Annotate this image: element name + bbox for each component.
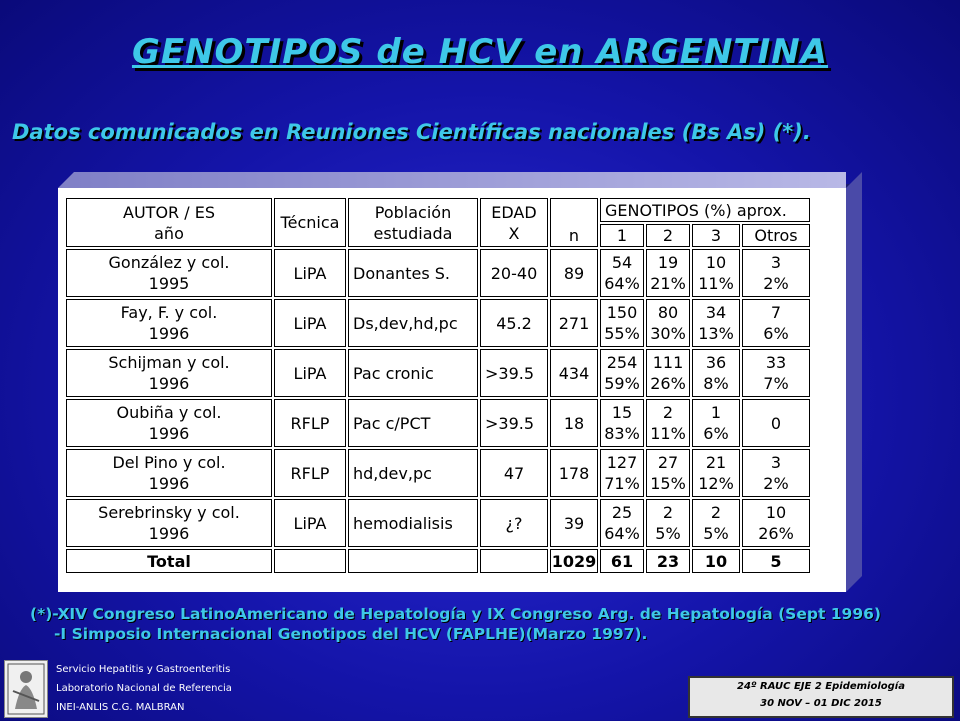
g2-pct: 21% [650,274,686,293]
otros-pct: 6% [763,324,789,343]
cell-tecnica: RFLP [274,449,346,497]
otros-count: 33 [765,353,787,372]
g2-count: 2 [662,503,674,522]
cell-edad: ¿? [480,499,548,547]
cell-autor [66,249,272,297]
cell-poblacion: Donantes S. [348,249,478,297]
footnote-line-1: (*)-XIV Congreso LatinoAmericano de Hepatología y IX Congreso Arg. de Hepatología (Sept 1996) [30,605,881,623]
g3-pct: 5% [703,524,729,543]
table-row [66,499,810,547]
event-badge-line-1: 24º RAUC EJE 2 Epidemiología [737,681,905,692]
cell-edad: >39.5 [480,349,548,397]
g2-pct: 26% [650,374,686,393]
footnote [30,604,950,644]
g1-pct: 64% [604,274,640,293]
header-edad [480,198,548,247]
g1-count: 54 [611,253,633,272]
cell-g3 [692,249,740,297]
total-g2: 23 [646,549,690,573]
cell-edad: 47 [480,449,548,497]
cell-g1 [600,399,644,447]
g1-pct: 71% [604,474,640,493]
cell-g1 [600,249,644,297]
event-badge [688,676,954,718]
cell-edad: >39.5 [480,399,548,447]
header-row [66,198,810,222]
cell-otros [742,349,810,397]
autor-year: 1996 [148,424,190,443]
cell-g1 [600,499,644,547]
g3-count: 2 [710,503,722,522]
cell-g3 [692,299,740,347]
cell-poblacion: Pac cronic [348,349,478,397]
g1-pct: 55% [604,324,640,343]
total-g1: 61 [600,549,644,573]
g2-count: 27 [657,453,679,472]
g3-pct: 8% [703,374,729,393]
g3-pct: 13% [698,324,734,343]
total-g3: 10 [692,549,740,573]
cell-g2 [646,249,690,297]
cell-g3 [692,349,740,397]
cell-n: 39 [550,499,598,547]
g3-count: 1 [710,403,722,422]
cell-n: 178 [550,449,598,497]
cell-n: 89 [550,249,598,297]
slide-title: GENOTIPOS de HCV en ARGENTINA [131,32,829,72]
otros-count: 3 [770,453,782,472]
otros-pct: 2% [763,474,789,493]
cell-g2 [646,499,690,547]
cell-n: 18 [550,399,598,447]
g1-pct: 64% [604,524,640,543]
autor-name: Del Pino y col. [112,453,226,472]
header-autor-line2: año [154,223,184,243]
cell-poblacion: Pac c/PCT [348,399,478,447]
g2-count: 2 [662,403,674,422]
g1-pct: 59% [604,374,640,393]
header-autor-line1: AUTOR / ES [123,202,215,222]
cell-g3 [692,499,740,547]
header-poblacion-line1: Población [374,202,452,222]
cell-n: 271 [550,299,598,347]
cell-g2 [646,399,690,447]
otros-pct: 2% [763,274,789,293]
g2-pct: 30% [650,324,686,343]
g2-count: 19 [657,253,679,272]
autor-name: González y col. [108,253,230,272]
g2-pct: 15% [650,474,686,493]
g1-count: 254 [606,353,638,372]
cell-otros [742,499,810,547]
cell-autor [66,299,272,347]
institution-logo-icon [4,660,48,718]
cell-poblacion: Ds,dev,hd,pc [348,299,478,347]
cell-tecnica: LiPA [274,299,346,347]
cell-poblacion: hemodialisis [348,499,478,547]
cell-autor [66,499,272,547]
header-gen-2: 2 [646,224,690,247]
table-card [58,188,846,592]
table-row [66,449,810,497]
cell-edad: 20-40 [480,249,548,297]
table-row [66,299,810,347]
cell-g2 [646,349,690,397]
cell-autor [66,399,272,447]
g3-count: 36 [705,353,727,372]
event-badge-line-2: 30 NOV – 01 DIC 2015 [760,698,882,709]
institution-line-1: Servicio Hepatitis y Gastroenteritis [56,664,231,675]
g2-count: 111 [652,353,684,372]
autor-name: Fay, F. y col. [120,303,218,322]
footnote-line-2: -I Simposio Internacional Genotipos del HCV (FAPLHE)(Marzo 1997). [54,625,648,643]
total-n: 1029 [550,549,598,573]
g3-pct: 12% [698,474,734,493]
header-gen-otros: Otros [742,224,810,247]
cell-autor [66,349,272,397]
g3-pct: 6% [703,424,729,443]
cell-tecnica: LiPA [274,249,346,297]
autor-name: Serebrinsky y col. [98,503,240,522]
cell-g1 [600,349,644,397]
g2-pct: 11% [650,424,686,443]
g1-pct: 83% [604,424,640,443]
g1-count: 25 [611,503,633,522]
cell-g3 [692,449,740,497]
autor-year: 1995 [148,274,190,293]
header-autor [66,198,272,247]
autor-year: 1996 [148,374,190,393]
autor-year: 1996 [148,324,190,343]
total-empty-edad [480,549,548,573]
otros-count: 7 [770,303,782,322]
cell-g2 [646,299,690,347]
genotype-table [64,196,812,575]
header-gen-1: 1 [600,224,644,247]
cell-tecnica: RFLP [274,399,346,447]
total-empty-poblacion [348,549,478,573]
cell-autor [66,449,272,497]
otros-count: 3 [770,253,782,272]
total-empty-tecnica [274,549,346,573]
institution-info [56,660,232,717]
g2-pct: 5% [655,524,681,543]
g3-count: 21 [705,453,727,472]
autor-name: Oubiña y col. [116,403,222,422]
g3-pct: 11% [698,274,734,293]
header-poblacion [348,198,478,247]
otros-pct: 7% [763,374,789,393]
cell-otros [742,249,810,297]
table-row [66,399,810,447]
cell-otros [742,299,810,347]
cell-otros [742,449,810,497]
autor-year: 1996 [148,524,190,543]
total-row [66,549,810,573]
header-gen-3: 3 [692,224,740,247]
cell-g1 [600,299,644,347]
header-genotipos: GENOTIPOS (%) aprox. [600,198,810,222]
table-row [66,249,810,297]
header-poblacion-line2: estudiada [373,223,453,243]
otros-count: 10 [765,503,787,522]
cell-g2 [646,449,690,497]
header-edad-line2: X [508,223,520,243]
cell-edad: 45.2 [480,299,548,347]
otros-pct: 26% [758,524,794,543]
cell-otros [742,399,810,447]
institution-line-2: Laboratorio Nacional de Referencia [56,683,232,694]
cell-n: 434 [550,349,598,397]
cell-g1 [600,449,644,497]
g1-count: 127 [606,453,638,472]
g3-count: 34 [705,303,727,322]
g3-count: 10 [705,253,727,272]
institution-line-3: INEI-ANLIS C.G. MALBRAN [56,702,185,713]
table-row [66,349,810,397]
cell-tecnica: LiPA [274,499,346,547]
total-label: Total [66,549,272,573]
autor-year: 1996 [148,474,190,493]
slide-subtitle: Datos comunicados en Reuniones Científicas nacionales (Bs As) (*). [12,120,811,144]
cell-tecnica: LiPA [274,349,346,397]
g2-count: 80 [657,303,679,322]
g1-count: 15 [611,403,633,422]
otros-count: 0 [770,413,782,433]
cell-poblacion: hd,dev,pc [348,449,478,497]
header-tecnica: Técnica [274,198,346,247]
autor-name: Schijman y col. [108,353,230,372]
header-edad-line1: EDAD [491,202,537,222]
g1-count: 150 [606,303,638,322]
cell-g3 [692,399,740,447]
header-n: n [550,198,598,247]
total-otros: 5 [742,549,810,573]
